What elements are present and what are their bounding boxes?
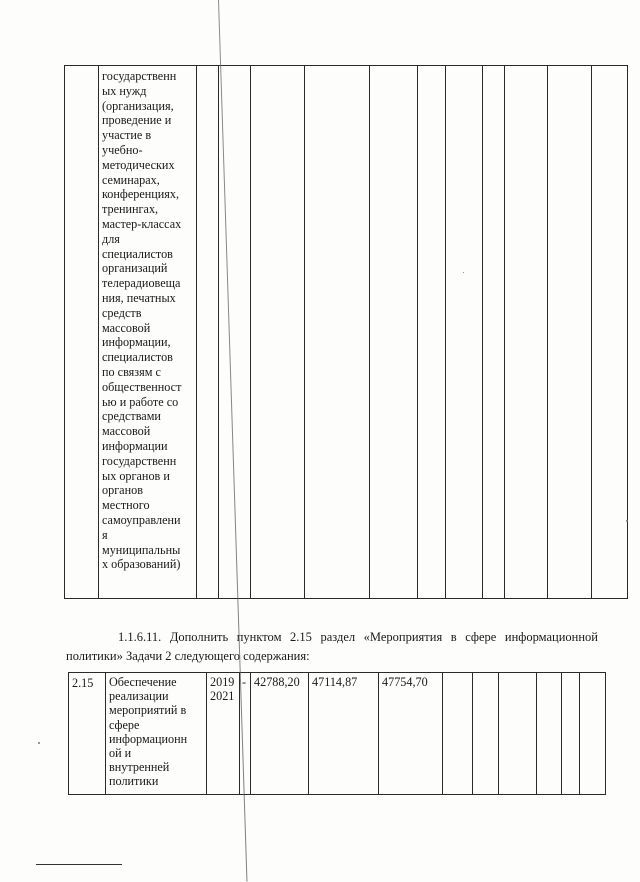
item-amount-3: 47754,70 [379, 673, 443, 795]
description-line: средств [102, 305, 142, 320]
description-line: средствами [102, 409, 161, 424]
paragraph-line: политики» Задачи 2 следующего содержания: [66, 648, 310, 663]
description-line: массовой [102, 424, 151, 439]
item-name [106, 673, 207, 795]
description-line: я [102, 527, 108, 542]
table-cell [443, 673, 473, 795]
table-cell [473, 673, 499, 795]
description-line: местного [102, 498, 150, 513]
description-line: ых нужд [102, 83, 147, 98]
amendment-paragraph [66, 628, 598, 665]
description-line: тренингах, [102, 202, 159, 217]
table-cell [580, 673, 606, 795]
description-line: для [102, 231, 120, 246]
item-name-line: политики [109, 774, 159, 789]
scan-speck [626, 520, 628, 522]
description-line: мастер-классах [102, 216, 182, 231]
description-line: ых органов и [102, 468, 170, 483]
description-line: организаций [102, 261, 168, 276]
item-2-15-table [68, 672, 606, 795]
item-amount-2: 47114,87 [309, 673, 379, 795]
description-line: (организация, [102, 98, 174, 113]
table-cell [305, 66, 370, 599]
description-line: проведение и [102, 113, 172, 128]
item-name-line: внутренней [109, 760, 170, 775]
table-cell [197, 66, 219, 599]
description-line: конференциях, [102, 187, 180, 202]
description-line: ью и работе со [102, 394, 179, 409]
description-line: государственн [102, 453, 177, 468]
item-name-line: Обеспечение [109, 675, 177, 689]
description-line: х образований) [102, 557, 181, 572]
description-line: информации, [102, 335, 171, 350]
item-name-line: информационн [109, 731, 188, 746]
table-cell-number [65, 66, 99, 599]
item-number: 2.15 [69, 673, 106, 795]
item-name-line: ой и [109, 746, 132, 761]
description-line: информации [102, 438, 168, 453]
table-cell [418, 66, 446, 599]
item-name-line: мероприятий в [109, 703, 187, 718]
table-cell [505, 66, 548, 599]
item-amount-1: 42788,20 [251, 673, 309, 795]
footnote-rule [36, 864, 122, 865]
table-cell [592, 66, 628, 599]
description-line: самоуправлени [102, 512, 181, 527]
table-cell [251, 66, 305, 599]
table-cell-description [99, 66, 197, 599]
item-name-line: реализации [109, 689, 169, 704]
description-line: семинарах, [102, 172, 160, 187]
description-line: телерадиовеща [102, 276, 181, 291]
table-cell [562, 673, 580, 795]
description-line: ния, печатных [102, 290, 176, 305]
table-cell [548, 66, 592, 599]
period-line: 2021 [210, 689, 235, 704]
description-line: муниципальны [102, 542, 181, 557]
description-line: органов [102, 483, 143, 498]
description-line: общественност [102, 379, 182, 394]
continuation-table [64, 65, 628, 599]
description-line: массовой [102, 320, 151, 335]
description-line: государственн [102, 69, 177, 83]
description-line: методических [102, 157, 175, 172]
description-line: по связям с [102, 364, 161, 379]
table-row [69, 673, 606, 795]
description-line: специалистов [102, 350, 173, 365]
item-period [207, 673, 240, 795]
table-cell [483, 66, 505, 599]
table-cell [499, 673, 537, 795]
description-line: специалистов [102, 246, 173, 261]
table-row [65, 66, 628, 599]
scan-speck [38, 742, 40, 744]
period-line: 2019 [210, 675, 235, 689]
description-line: учебно- [102, 142, 143, 157]
paragraph-line: 1.1.6.11. Дополнить пунктом 2.15 раздел «Мероприятия в сфере информационной [118, 630, 598, 644]
item-name-line: сфере [109, 717, 140, 732]
item-dash: - [240, 673, 251, 795]
description-line: участие в [102, 128, 152, 143]
table-cell [370, 66, 418, 599]
table-cell [446, 66, 483, 599]
table-cell [537, 673, 562, 795]
scan-speck [463, 272, 464, 273]
